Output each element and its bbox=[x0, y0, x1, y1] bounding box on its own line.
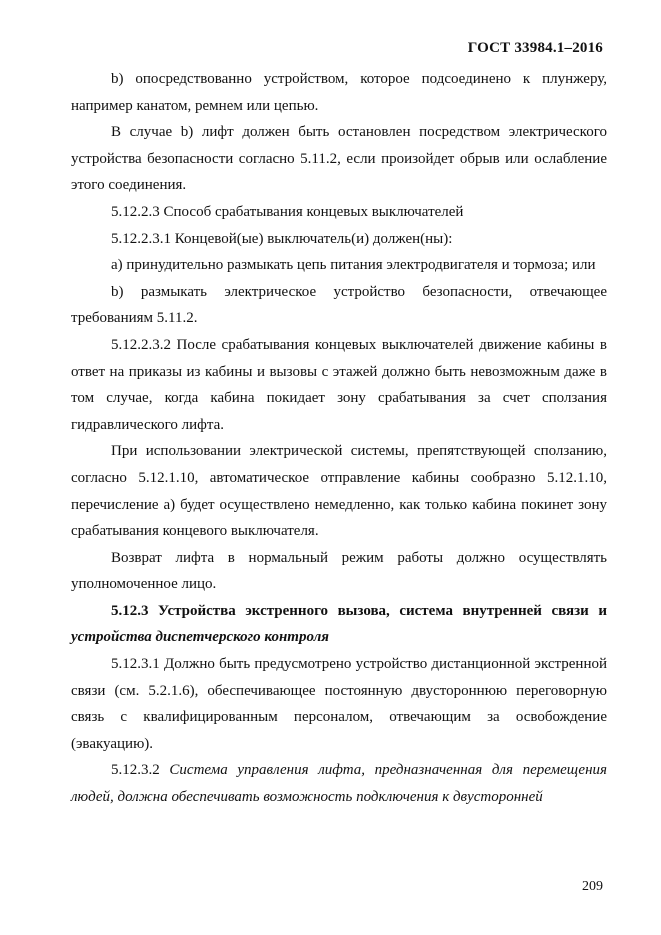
paragraph: При использовании электрической системы, препятствующей сползанию, согласно 5.12.1.10, автоматическое отправление кабины сообразно 5.12.1.10, перечисление а) будет осуществлено немедленно, как только кабина покинет зону срабатывания концевого выключателя. bbox=[71, 443, 607, 540]
list-item: b) размыкать электрическое устройство безопасности, отвечающее требованиям 5.11.2. bbox=[71, 283, 607, 327]
paragraph: 5.12.3.1 Должно быть предусмотрено устройство дистанционной экстренной связи (см. 5.2.1.6), обеспечивающее постоянную двустороннюю переговорную связь с квалифицированным персоналом, отвечающим за освобождение (эвакуацию). bbox=[71, 656, 607, 752]
heading-text: 5.12.3 Устройства экстренного вызова, система внутренней связи и bbox=[111, 602, 607, 619]
document-header: ГОСТ 33984.1–2016 bbox=[467, 40, 603, 56]
paragraph: В случае b) лифт должен быть остановлен посредством электрического устройства безопасности согласно 5.11.2, если произойдет обрыв или ослабление этого соединения. bbox=[71, 124, 607, 194]
section-heading bbox=[71, 598, 607, 651]
paragraph: b) опосредствованно устройством, которое подсоединено к плунжеру, например канатом, ремнем или цепью. bbox=[71, 71, 607, 114]
paragraph: 5.12.2.3.2 После срабатывания концевых выключателей движение кабины в ответ на приказы из кабины и вызовы с этажей должно быть невозможным даже в том случае, когда кабина покидает зону срабатывания за счет сползания гидравлического лифта. bbox=[71, 336, 607, 433]
italic-text: Система управления лифта, предназначенная для перемещения людей, должна обеспечивать возможность подключения к двусторонней bbox=[71, 762, 608, 806]
section-heading: 5.12.2.3 Способ срабатывания концевых выключателей bbox=[111, 203, 464, 220]
clause-number: 5.12.3.2 bbox=[111, 762, 170, 779]
document-body bbox=[71, 66, 607, 811]
paragraph: Возврат лифта в нормальный режим работы должно осуществлять уполномоченное лицо. bbox=[71, 549, 607, 593]
heading-text-italic: устройства диспетчерского контроля bbox=[71, 629, 329, 646]
list-item: а) принудительно размыкать цепь питания электродвигателя и тормоза; или bbox=[111, 257, 596, 274]
page-number: 209 bbox=[582, 879, 603, 894]
paragraph bbox=[71, 757, 607, 810]
paragraph: 5.12.2.3.1 Концевой(ые) выключатель(и) должен(ны): bbox=[111, 230, 453, 247]
